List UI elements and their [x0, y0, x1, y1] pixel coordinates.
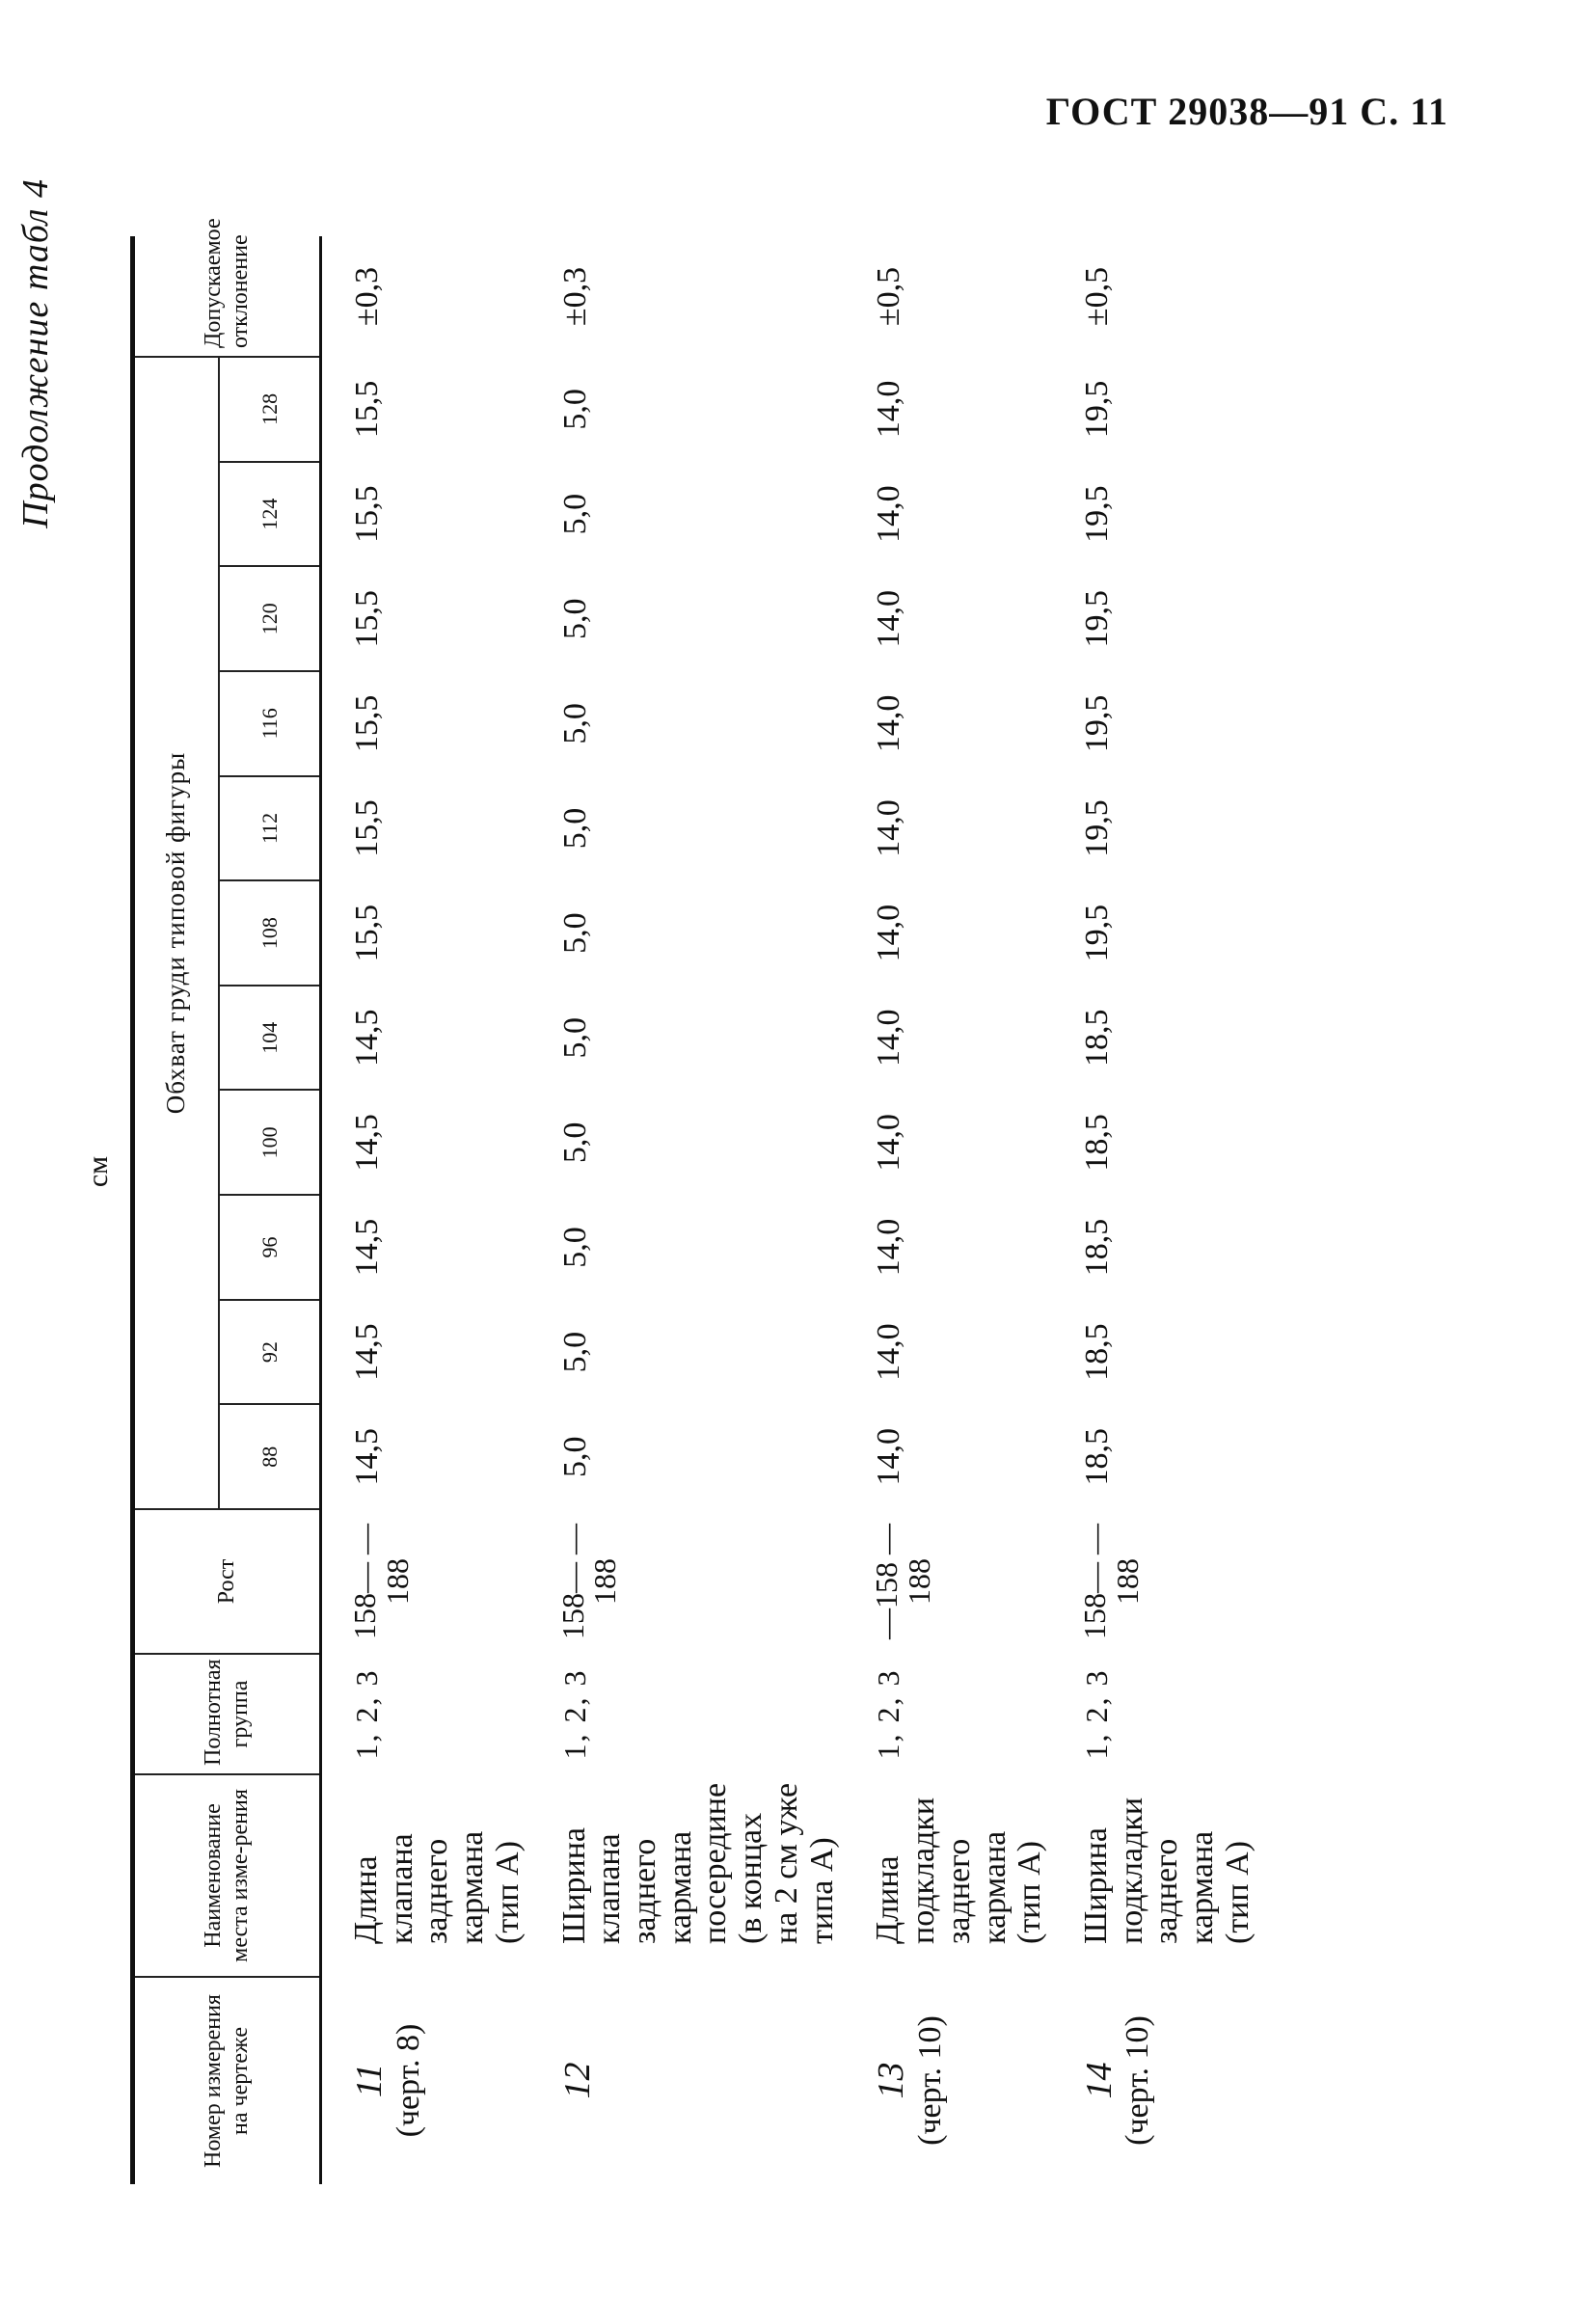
value-cell: 15,5	[349, 904, 385, 962]
table-row	[1052, 236, 1260, 2184]
value-cell: 14,0	[871, 1218, 907, 1277]
table-row	[530, 236, 845, 2184]
measurement-name: Ширина подкладки заднего кармана (тип А)	[1077, 1797, 1256, 1944]
drawing-ref: (черт. 10)	[911, 2015, 948, 2146]
value-cell: 14,0	[871, 799, 907, 857]
measurement-number-cell	[321, 1977, 530, 2184]
measurement-number: 11	[349, 2063, 390, 2098]
group-cell: 1, 2, 3	[1078, 1668, 1114, 1760]
value-cell: 5,0	[556, 1436, 593, 1477]
value-cell: 5,0	[556, 1331, 593, 1373]
size-header: 96	[219, 1195, 321, 1300]
tolerance-cell: ±0,5	[1078, 266, 1115, 327]
value-cell: 19,5	[1078, 799, 1115, 857]
value-cell: 15,5	[349, 694, 385, 753]
measurement-number-cell	[1052, 1977, 1260, 2184]
value-cell: 14,0	[871, 1427, 907, 1486]
page-header: ГОСТ 29038—91 С. 11	[1045, 90, 1448, 133]
value-cell: 18,5	[1078, 1323, 1115, 1381]
value-cell: 14,0	[871, 380, 907, 439]
value-cell: 18,5	[1078, 1427, 1115, 1486]
header-row	[133, 236, 220, 2184]
growth-cell: 158— —188	[554, 1524, 623, 1639]
value-cell: 15,5	[349, 799, 385, 857]
table-row	[321, 236, 530, 2184]
value-cell: 14,0	[871, 1114, 907, 1172]
value-cell: 14,5	[349, 1323, 385, 1381]
value-cell: 5,0	[556, 389, 593, 430]
size-header: 108	[219, 880, 321, 986]
drawing-ref: (черт. 8)	[390, 2023, 426, 2138]
value-cell: 14,0	[871, 694, 907, 753]
measurement-number: 12	[556, 2062, 598, 2099]
size-header: 116	[219, 671, 321, 776]
tolerance-cell: ±0,5	[871, 266, 907, 327]
value-cell: 5,0	[556, 493, 593, 535]
growth-cell: 158— —188	[347, 1524, 415, 1639]
measurement-name: Ширина клапана заднего кармана посередине (в концах на 2 см уже типа А)	[555, 1782, 840, 1944]
value-cell: 14,5	[349, 1009, 385, 1067]
group-cell: 1, 2, 3	[349, 1668, 384, 1760]
col-tolerance-header: Допускаемое отклонение	[133, 236, 321, 357]
size-header: 120	[219, 566, 321, 671]
col-chest-header: Обхват груди типовой фигуры	[133, 357, 220, 1509]
col-number-header: Номер измерения на чертеже	[133, 1977, 321, 2184]
value-cell: 19,5	[1078, 485, 1115, 543]
value-cell: 14,5	[349, 1427, 385, 1486]
value-cell: 18,5	[1078, 1218, 1115, 1277]
measurement-number-cell	[844, 1977, 1052, 2184]
value-cell: 15,5	[349, 589, 385, 648]
value-cell: 19,5	[1078, 380, 1115, 439]
drawing-ref: (черт. 10)	[1120, 2015, 1156, 2146]
value-cell: 19,5	[1078, 904, 1115, 962]
value-cell: 19,5	[1078, 589, 1115, 648]
tolerance-cell: ±0,3	[556, 266, 593, 327]
measurement-name: Длина клапана заднего кармана (тип А)	[348, 1830, 526, 1944]
measurement-number: 14	[1078, 2062, 1120, 2099]
growth-cell: 158— —188	[1076, 1524, 1145, 1639]
value-cell: 5,0	[556, 1016, 593, 1059]
measurements-table	[130, 218, 1260, 2184]
col-growth-header: Рост	[133, 1509, 321, 1654]
rotated-table-area	[15, 159, 1538, 2184]
value-cell: 14,5	[349, 1114, 385, 1172]
value-cell: 14,0	[871, 589, 907, 648]
units-label: см	[82, 1155, 114, 1188]
value-cell: 18,5	[1078, 1114, 1115, 1172]
value-cell: 14,0	[871, 485, 907, 543]
size-header: 124	[219, 462, 321, 567]
measurement-name: Длина подкладки заднего кармана (тип А)	[870, 1797, 1048, 1944]
value-cell: 5,0	[556, 703, 593, 744]
value-cell: 14,5	[349, 1218, 385, 1277]
size-header: 88	[219, 1404, 321, 1509]
growth-cell: —158 —188	[869, 1524, 936, 1639]
value-cell: 14,0	[871, 904, 907, 962]
group-cell: 1, 2, 3	[871, 1668, 906, 1760]
value-cell: 14,0	[871, 1323, 907, 1381]
size-header: 92	[219, 1300, 321, 1405]
col-name-header: Наименование места изме-рения	[133, 1774, 321, 1977]
value-cell: 15,5	[349, 485, 385, 543]
value-cell: 14,0	[871, 1009, 907, 1067]
size-header: 100	[219, 1091, 321, 1196]
table-row	[844, 236, 1052, 2184]
value-cell: 18,5	[1078, 1009, 1115, 1067]
value-cell: 5,0	[556, 1121, 593, 1164]
col-group-header: Полнотная группа	[133, 1654, 321, 1774]
size-header: 112	[219, 776, 321, 881]
group-cell: 1, 2, 3	[556, 1668, 592, 1760]
value-cell: 5,0	[556, 1227, 593, 1268]
value-cell: 5,0	[556, 912, 593, 954]
measurement-number-cell	[530, 1977, 845, 2184]
table-caption: Продолжение табл 4	[15, 178, 56, 528]
value-cell: 19,5	[1078, 694, 1115, 753]
size-header: 128	[219, 357, 321, 462]
value-cell: 5,0	[556, 598, 593, 639]
size-header: 104	[219, 986, 321, 1091]
value-cell: 5,0	[556, 807, 593, 850]
tolerance-cell: ±0,3	[349, 266, 385, 327]
value-cell: 15,5	[349, 380, 385, 439]
measurement-number: 13	[871, 2062, 912, 2099]
